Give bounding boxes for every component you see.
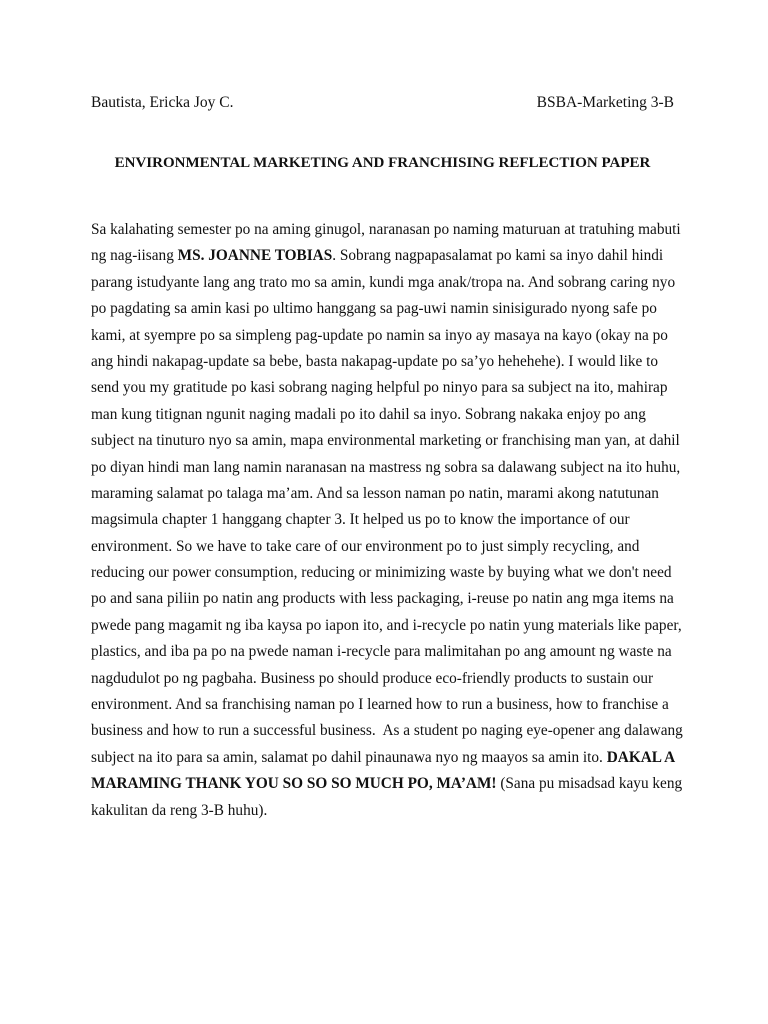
line-text: po diyan hindi man lang namin naranasan na mastress ng sobra sa dalawang subject na ito huhu, (91, 458, 681, 476)
paragraph-line (91, 349, 691, 375)
paragraph-line (91, 323, 691, 349)
course-section: BSBA-Marketing 3-B (536, 94, 674, 111)
paragraph-line (91, 507, 691, 533)
paragraph-line (91, 428, 691, 454)
paragraph-line (91, 534, 691, 560)
line-text: kami, at syempre po sa simpleng pag-update po namin sa inyo ay masaya na kayo (okay na po (91, 326, 668, 344)
emphasized-text: MS. JOANNE TOBIAS (177, 247, 333, 265)
line-text: man kung titignan ngunit naging madali po ito dahil sa inyo. Sobrang nakaka enjoy po ang (91, 405, 646, 423)
line-text: send you my gratitude po kasi sobrang naging helpful po ninyo para sa subject na ito, mahirap (91, 379, 668, 397)
line-text: plastics, and iba pa po na pwede naman i-recycle para malimitahan po ang amount ng waste na (91, 643, 672, 661)
paragraph-line (91, 243, 691, 269)
line-text: Sa kalahating semester po na aming ginugol, naranasan po naming maturuan at tratuhing mabuti (91, 221, 681, 238)
document-title: ENVIRONMENTAL MARKETING AND FRANCHISING REFLECTION PAPER (114, 155, 651, 171)
line-text: . Sobrang nagpapasalamat po kami sa inyo dahil hindi (332, 247, 664, 265)
paragraph-line (91, 560, 691, 586)
line-text: po and sana piliin po natin ang products with less packaging, i-reuse po natin ang mga items na (91, 590, 674, 608)
line-text: business and how to run a successful business. As a student po naging eye-opener ang dalawang (91, 722, 683, 740)
line-text: po pagdating sa amin kasi po ultimo hanggang sa pag-uwi namin sinisigurado nyong safe po (91, 300, 657, 318)
line-text: ang hindi nakapag-update sa bebe, basta nakapag-update po sa’yo hehehehe). I would like to (91, 352, 659, 370)
emphasized-text: DAKAL A (606, 748, 676, 766)
paragraph-line (91, 613, 691, 639)
paragraph-line (91, 586, 691, 612)
paragraph-line (91, 771, 691, 797)
line-text: maraming salamat po talaga ma’am. And sa lesson naman po natin, marami akong natutunan (91, 484, 659, 502)
reflection-paragraph (91, 217, 691, 824)
paragraph-line (91, 798, 691, 824)
paragraph-line (91, 745, 691, 771)
paragraph-line (91, 666, 691, 692)
line-text: environment. And sa franchising naman po I learned how to run a business, how to franchise a (91, 696, 669, 714)
line-text: magsimula chapter 1 hanggang chapter 3. It helped us po to know the importance of our (91, 511, 630, 529)
paragraph-line (91, 455, 691, 481)
paragraph-line (91, 270, 691, 296)
line-text: subject na tinuturo nyo sa amin, mapa environmental marketing or franchising man yan, at dahil (91, 432, 680, 450)
paragraph-line (91, 718, 691, 744)
line-text: (Sana pu misadsad kayu keng (496, 775, 683, 793)
line-text: pwede pang magamit ng iba kaysa po iapon ito, and i-recycle po natin yung materials like paper, (91, 616, 682, 634)
line-text: ng nag-iisang (91, 247, 178, 265)
paragraph-line (91, 217, 691, 243)
paragraph-line (91, 296, 691, 322)
author-name: Bautista, Ericka Joy C. (91, 94, 234, 111)
paragraph-line (91, 481, 691, 507)
paragraph-line (91, 692, 691, 718)
paragraph-line (91, 375, 691, 401)
line-text: nagdudulot po ng pagbaha. Business po should produce eco-friendly products to sustain our (91, 669, 654, 687)
document-header (91, 93, 674, 113)
emphasized-text: MARAMING THANK YOU SO SO SO MUCH PO, MA’AM! (91, 775, 497, 793)
line-text: subject na ito para sa amin, salamat po dahil pinaunawa nyo ng maayos sa amin ito. (91, 748, 607, 766)
paragraph-line (91, 639, 691, 665)
line-text: environment. So we have to take care of our environment po to just simply recycling, and (91, 537, 640, 555)
line-text: reducing our power consumption, reducing or minimizing waste by buying what we don't need (91, 564, 672, 582)
line-text: kakulitan da reng 3-B huhu). (91, 801, 268, 819)
paragraph-line (91, 402, 691, 428)
line-text: parang istudyante lang ang trato mo sa amin, kundi mga anak/tropa na. And sobrang caring nyo (91, 273, 676, 291)
